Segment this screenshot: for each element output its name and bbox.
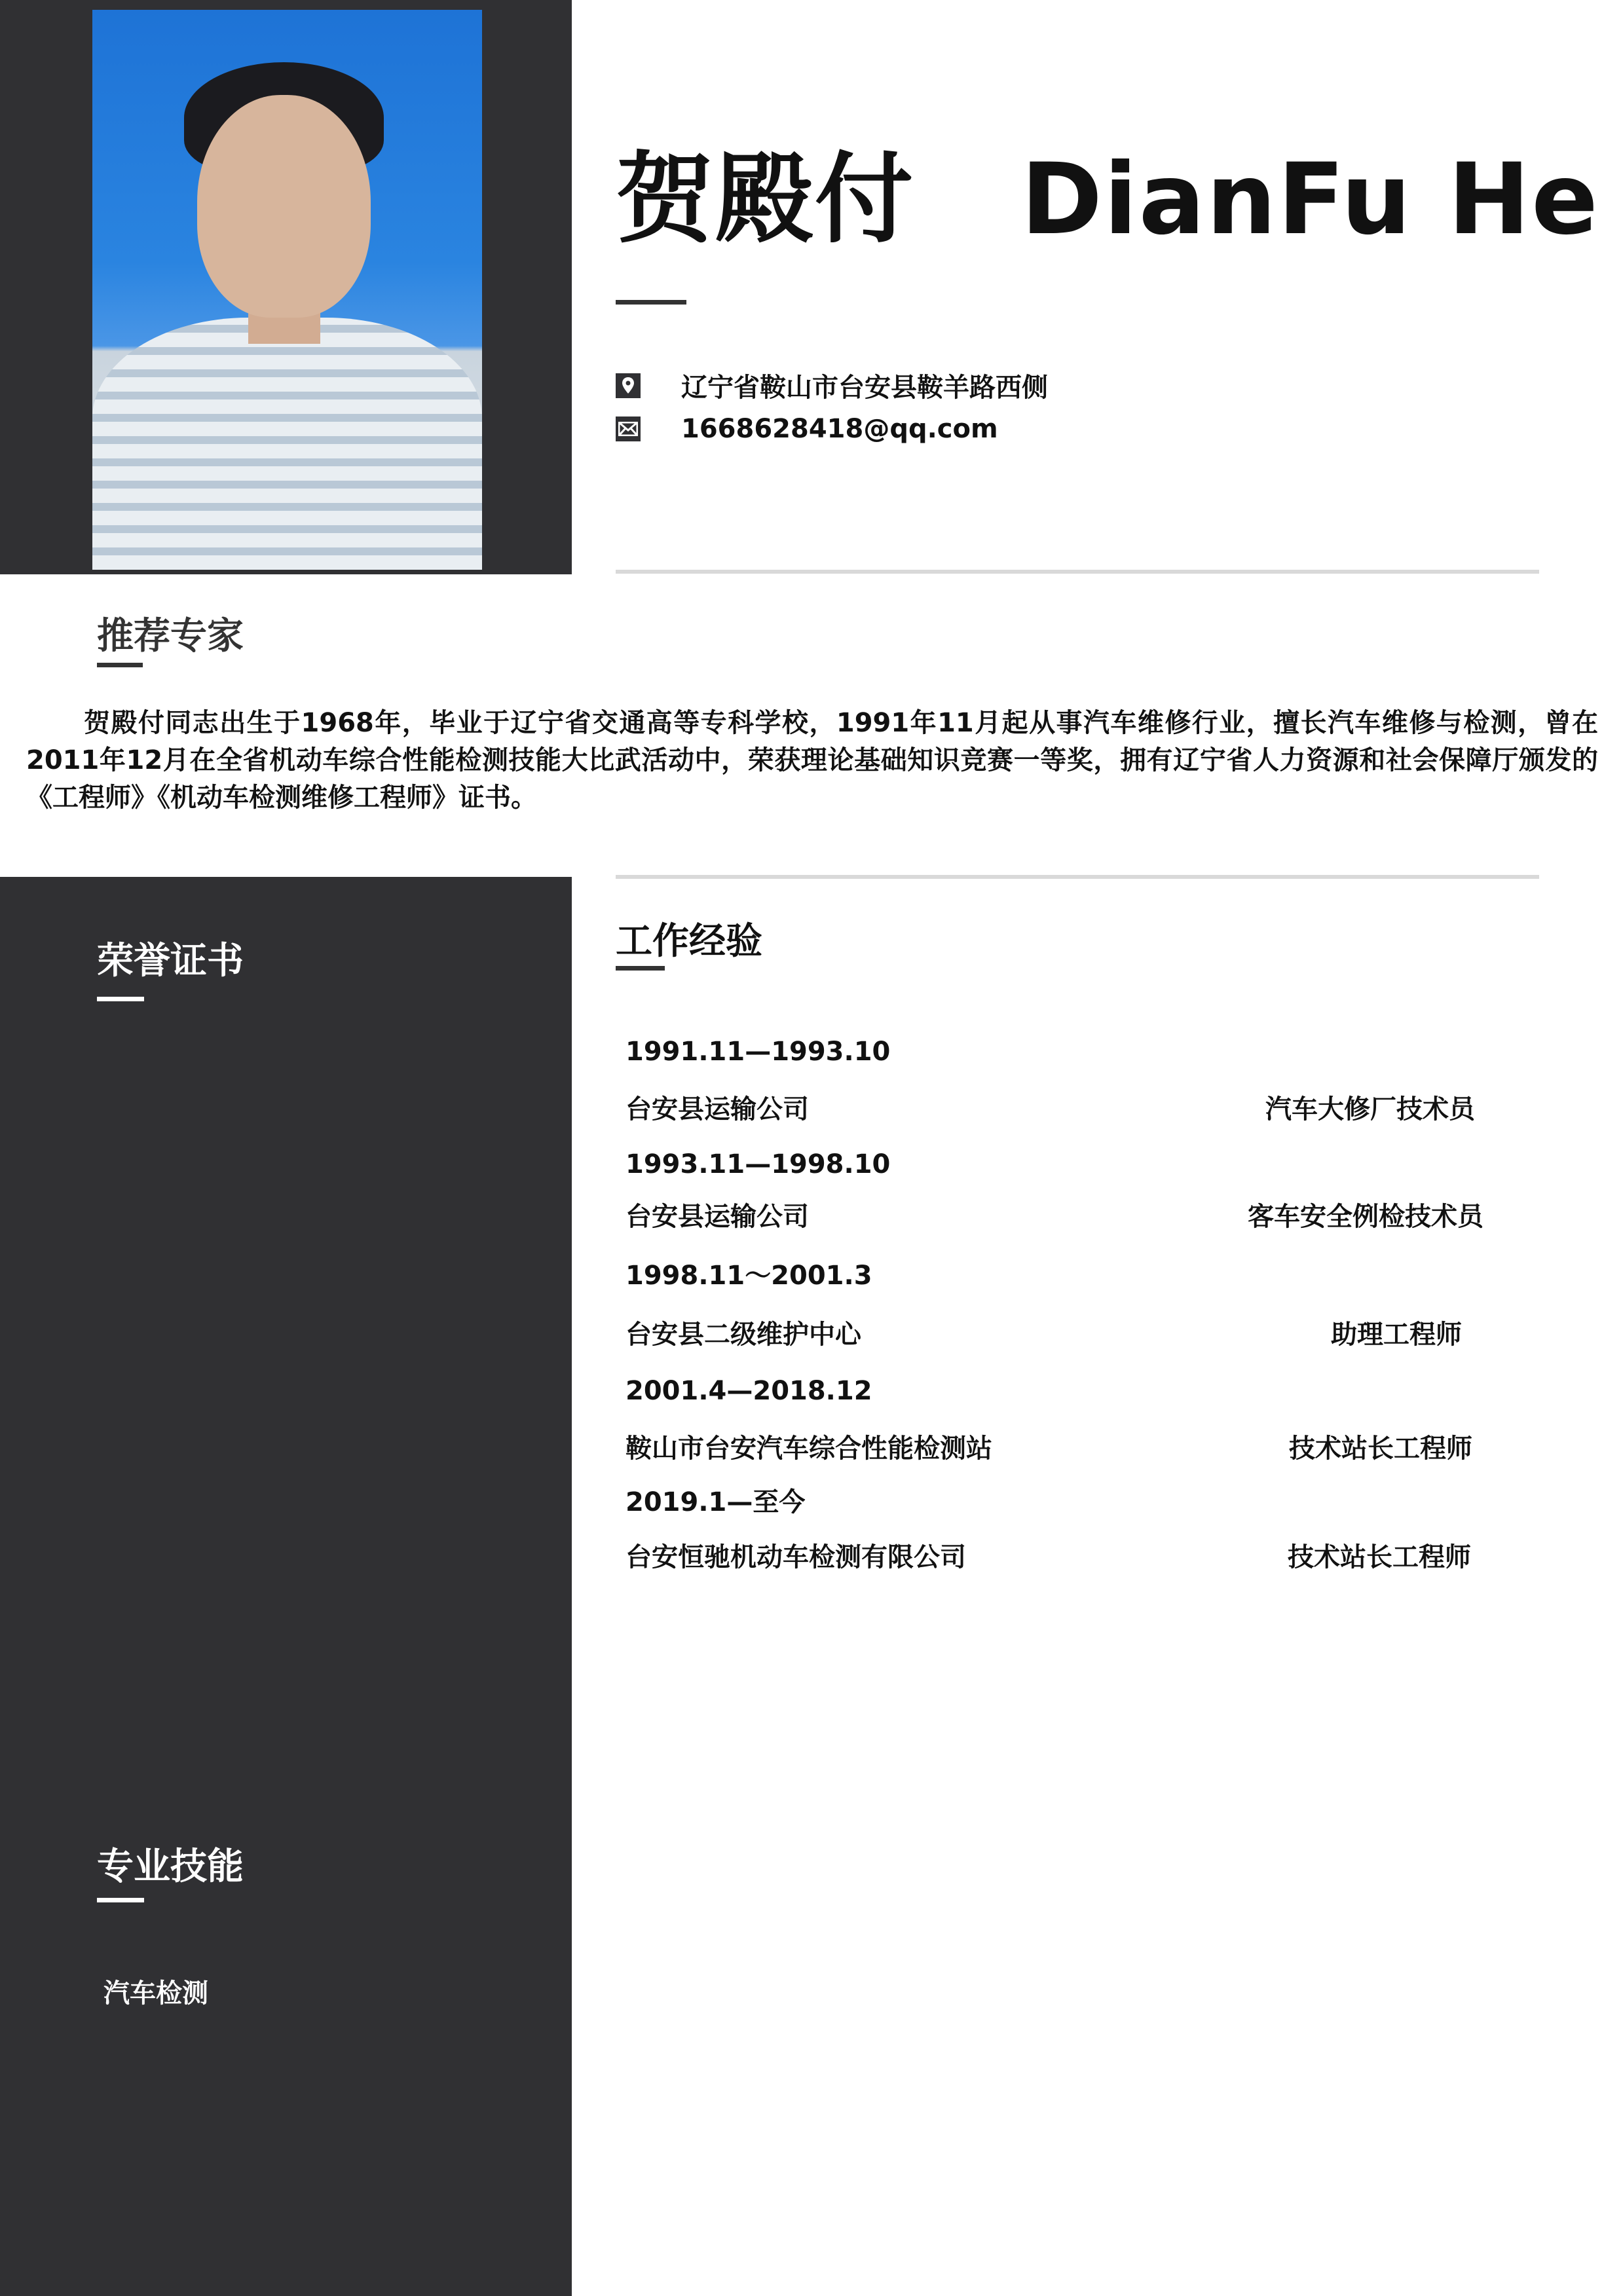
envelope-icon	[616, 417, 641, 441]
map-pin-icon	[616, 373, 641, 398]
work-company: 台安县运输公司	[625, 1202, 809, 1232]
divider	[616, 570, 1539, 574]
work-period: 1998.11～2001.3	[625, 1261, 872, 1291]
work-period: 2001.4—2018.12	[625, 1376, 872, 1406]
skills-title-underline	[97, 1898, 144, 1902]
work-period: 1991.11—1993.10	[625, 1037, 891, 1067]
work-role: 客车安全例检技术员	[1248, 1202, 1483, 1232]
work-role: 助理工程师	[1331, 1320, 1462, 1350]
profile-photo	[92, 10, 482, 570]
work-period: 2019.1—至今	[625, 1487, 806, 1517]
work-title-underline	[616, 966, 665, 971]
divider	[616, 875, 1539, 879]
work-role: 汽车大修厂技术员	[1265, 1094, 1475, 1124]
work-role: 技术站长工程师	[1289, 1434, 1472, 1464]
honors-section-title: 荣誉证书	[97, 940, 244, 982]
expert-title-underline	[97, 663, 143, 667]
person-name: 贺殿付 DianFu He	[616, 143, 1599, 257]
skills-section-title: 专业技能	[97, 1845, 244, 1888]
expert-bio: 贺殿付同志出生于1968年，毕业于辽宁省交通高等专科学校，1991年11月起从事汽车维修行业，擅长汽车维修与检测，曾在2011年12月在全省机动车综合性能检测技能大比武活动中，荣获理论基础知识竞赛一等奖，拥有辽宁省人力资源和社会保障厅颁发的《工程师》《机动车检测维修工程师》证书。	[26, 708, 1598, 813]
work-period: 1993.11—1998.10	[625, 1149, 891, 1179]
work-company: 台安恒驰机动车检测有限公司	[625, 1542, 966, 1572]
skill-item: 汽车检测	[103, 1978, 208, 2009]
email-text[interactable]: 1668628418@qq.com	[681, 414, 998, 444]
email-row	[616, 414, 998, 444]
work-company: 鞍山市台安汽车综合性能检测站	[625, 1434, 992, 1464]
address-text: 辽宁省鞍山市台安县鞍羊路西侧	[681, 373, 1048, 403]
expert-section-title: 推荐专家	[97, 615, 244, 657]
honors-title-underline	[97, 997, 144, 1001]
address-row	[616, 367, 1048, 404]
name-underline	[616, 300, 686, 305]
work-role: 技术站长工程师	[1288, 1542, 1471, 1572]
work-section-title: 工作经验	[616, 920, 762, 963]
work-company: 台安县二级维护中心	[625, 1320, 861, 1350]
work-company: 台安县运输公司	[625, 1094, 809, 1124]
sidebar-dark-panel	[0, 877, 572, 2296]
